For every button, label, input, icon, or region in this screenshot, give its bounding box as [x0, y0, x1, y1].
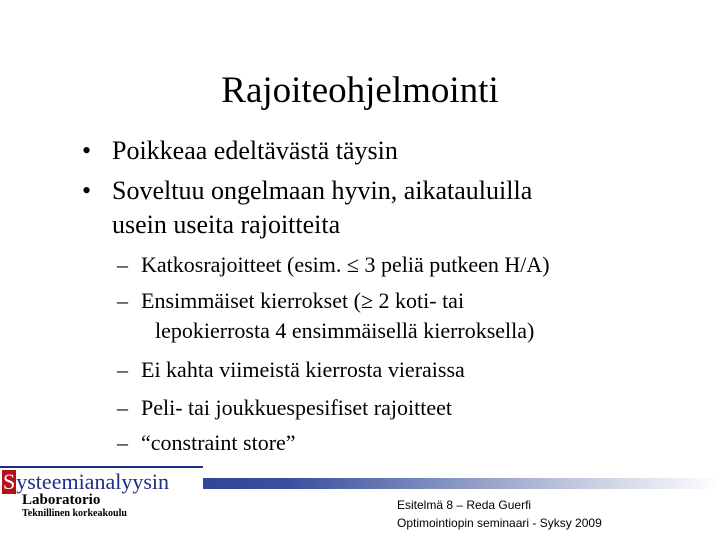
- footer-presenter: Esitelmä 8 – Reda Guerfi: [397, 498, 532, 512]
- subbullet-item: [117, 355, 657, 385]
- logo-institution: Teknillinen korkeakoulu: [22, 508, 127, 519]
- subbullet-mark: –: [117, 395, 128, 420]
- subbullet-mark: –: [117, 288, 128, 313]
- subbullet-text: Peli- tai joukkuespesifiset rajoitteet: [141, 395, 452, 420]
- logo: [0, 466, 203, 494]
- bullet-item: [82, 174, 642, 242]
- subbullet-text-line: Ensimmäiset kierrokset (≥ 2 koti- tai: [141, 288, 465, 313]
- subbullet-mark: –: [117, 357, 128, 382]
- bullet-text: Poikkeaa edeltävästä täysin: [112, 136, 398, 165]
- subbullet-text: Ei kahta viimeistä kierrosta vieraissa: [141, 357, 465, 382]
- logo-subtitle: Laboratorio: [22, 492, 101, 508]
- bullet-text-line: usein useita rajoitteita: [112, 210, 341, 239]
- footer-info: [397, 496, 602, 532]
- bullet-mark: •: [82, 136, 92, 165]
- logo-rest: ysteemianalyysin: [16, 469, 169, 494]
- bullet-text: [112, 174, 642, 242]
- subbullet-item: [117, 286, 657, 346]
- subbullet-item: [117, 250, 657, 280]
- subbullet-text: Katkosrajoitteet (esim. ≤ 3 peliä putkeen H/A): [141, 252, 550, 277]
- subbullet-mark: –: [117, 430, 128, 455]
- subbullet-item: [117, 393, 657, 423]
- bullet-item: [82, 134, 642, 168]
- subbullet-mark: –: [117, 252, 128, 277]
- subbullet-text-line: lepokierrosta 4 ensimmäisellä kierroksella): [155, 318, 535, 343]
- bullet-text-line: Soveltuu ongelmaan hyvin, aikatauluilla: [112, 176, 533, 205]
- subbullet-item: [117, 428, 657, 458]
- slide-title: Rajoiteohjelmointi: [221, 70, 499, 111]
- logo-initial: S: [3, 469, 16, 494]
- subbullet-text: “constraint store”: [141, 430, 296, 455]
- logo-wordmark: [2, 470, 169, 494]
- subbullet-text: [141, 286, 657, 346]
- bullet-mark: •: [82, 176, 92, 205]
- footer-seminar: Optimointiopin seminaari - Syksy 2009: [397, 516, 602, 530]
